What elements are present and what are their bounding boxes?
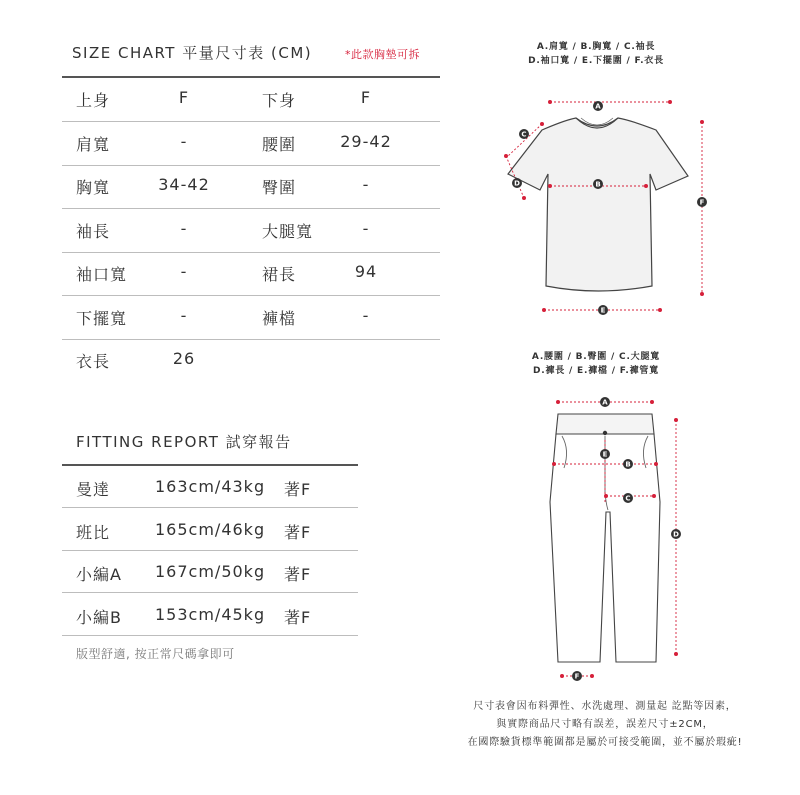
size-row-bottom-label: 褲檔 xyxy=(262,308,297,328)
fitting-table-row-divider xyxy=(62,592,358,593)
top-legend xyxy=(466,40,726,68)
size-row-bottom-value: 29-42 xyxy=(340,131,392,151)
pants-legend-line-1: A.腰圍 / B.臀圍 / C.大腿寬 xyxy=(531,352,661,362)
size-chart-note: *此款胸墊可拆 xyxy=(345,48,420,61)
fitting-row-measure: 167cm/50kg xyxy=(155,562,266,581)
size-table-top-rule xyxy=(62,76,440,78)
pants-marker-a xyxy=(600,397,610,407)
size-row-top-label: 胸寬 xyxy=(76,178,111,197)
size-table-row-divider xyxy=(62,252,440,253)
size-row-top-label: 袖長 xyxy=(76,221,111,241)
size-table-row-divider xyxy=(62,121,440,122)
size-chart-title: SIZE CHART 平量尺寸表 (CM) xyxy=(72,44,313,62)
size-row-top-label: 下擺寬 xyxy=(76,308,128,328)
size-row-top-value: - xyxy=(180,218,188,238)
tshirt-marker-f xyxy=(697,197,707,207)
svg-text:B: B xyxy=(625,460,631,469)
fitting-row-name: 小編A xyxy=(76,565,122,584)
size-row-bottom-value: - xyxy=(362,218,370,238)
size-row-top-label: 肩寬 xyxy=(76,134,111,154)
pants-marker-e xyxy=(600,449,610,459)
fitting-table-row-divider xyxy=(62,635,358,636)
disclaimer xyxy=(440,698,770,752)
size-row-top-value: - xyxy=(180,305,188,325)
size-row-top-value: F xyxy=(178,88,190,107)
size-table-row-divider xyxy=(62,208,440,209)
size-row-top-value: 34-42 xyxy=(158,175,210,194)
top-legend-line-1: A.肩寬 / B.胸寬 / C.袖長 xyxy=(536,42,656,52)
svg-text:C: C xyxy=(625,494,631,503)
size-row-bottom-value: F xyxy=(360,88,372,107)
pants-marker-b xyxy=(623,459,633,469)
svg-text:E: E xyxy=(600,306,606,315)
fitting-row-measure: 165cm/46kg xyxy=(155,519,266,539)
size-row-bottom-label: 下身 xyxy=(262,91,297,110)
tshirt-marker-c xyxy=(519,129,529,139)
disclaimer-line-1: 尺寸表會因布料彈性、水洗處理、測量起 訖點等因素， xyxy=(473,701,737,712)
size-row-bottom-label: 大腿寬 xyxy=(262,221,314,241)
svg-text:F: F xyxy=(574,672,580,681)
svg-text:A: A xyxy=(595,102,601,111)
size-table-row-divider xyxy=(62,165,440,166)
size-row-top-value: - xyxy=(180,131,188,151)
tshirt-marker-b xyxy=(593,179,603,189)
pants-diagram xyxy=(530,392,700,692)
fitting-row-measure: 153cm/45kg xyxy=(155,604,266,624)
fitting-table-row-divider xyxy=(62,507,358,508)
svg-text:C: C xyxy=(521,130,527,139)
fitting-report-title: FITTING REPORT 試穿報告 xyxy=(76,433,292,451)
fitting-row-size: 著F xyxy=(284,480,312,499)
size-row-bottom-value: - xyxy=(362,175,370,194)
size-table-row-divider xyxy=(62,295,440,296)
top-legend-line-2: D.袖口寬 / E.下擺圍 / F.衣長 xyxy=(528,56,664,66)
size-row-bottom-label: 裙長 xyxy=(262,265,297,284)
fitting-table-row-divider xyxy=(62,550,358,551)
size-row-top-value: - xyxy=(180,262,188,281)
fitting-row-name: 曼達 xyxy=(76,480,111,499)
fitting-row-name: 班比 xyxy=(76,522,111,542)
fitting-row-size: 著F xyxy=(284,522,312,542)
size-row-top-label: 袖口寬 xyxy=(76,265,128,284)
tshirt-marker-e xyxy=(598,305,608,315)
svg-text:D: D xyxy=(673,530,679,539)
pants-legend xyxy=(466,350,726,378)
disclaimer-line-2: 與實際商品尺寸略有誤差，誤差尺寸±2CM， xyxy=(496,719,714,730)
fitting-row-size: 著F xyxy=(284,607,312,627)
svg-text:A: A xyxy=(602,398,608,407)
pants-marker-d xyxy=(671,529,681,539)
tshirt-marker-d xyxy=(512,178,522,188)
svg-text:F: F xyxy=(699,198,705,207)
svg-text:B: B xyxy=(595,180,601,189)
size-row-bottom-value: - xyxy=(362,305,370,325)
fitting-row-size: 著F xyxy=(284,565,312,584)
pants-marker-f xyxy=(572,671,582,681)
fitting-row-measure: 163cm/43kg xyxy=(155,477,266,496)
size-row-bottom-label: 臀圍 xyxy=(262,178,297,197)
tshirt-marker-a xyxy=(593,101,603,111)
fitting-row-name: 小編B xyxy=(76,607,122,627)
tshirt-diagram xyxy=(480,90,740,330)
size-row-top-value: 26 xyxy=(172,349,196,368)
disclaimer-line-3: 在國際驗貨標準範圍都是屬於可接受範圍，並不屬於瑕疵! xyxy=(467,737,743,748)
svg-text:D: D xyxy=(514,179,520,188)
fitting-note: 版型舒適, 按正常尺碼拿即可 xyxy=(76,647,235,661)
pants-marker-c xyxy=(623,493,633,503)
size-row-bottom-value: 94 xyxy=(354,262,378,281)
size-table-row-divider xyxy=(62,339,440,340)
size-row-bottom-label: 腰圍 xyxy=(262,134,297,154)
size-row-top-label: 上身 xyxy=(76,91,111,110)
fitting-table-top-rule xyxy=(62,464,358,466)
pants-legend-line-2: D.褲長 / E.褲檔 / F.褲管寬 xyxy=(532,366,659,376)
svg-text:E: E xyxy=(602,450,608,459)
size-row-top-label: 衣長 xyxy=(76,352,111,371)
tshirt-outline xyxy=(508,118,688,291)
